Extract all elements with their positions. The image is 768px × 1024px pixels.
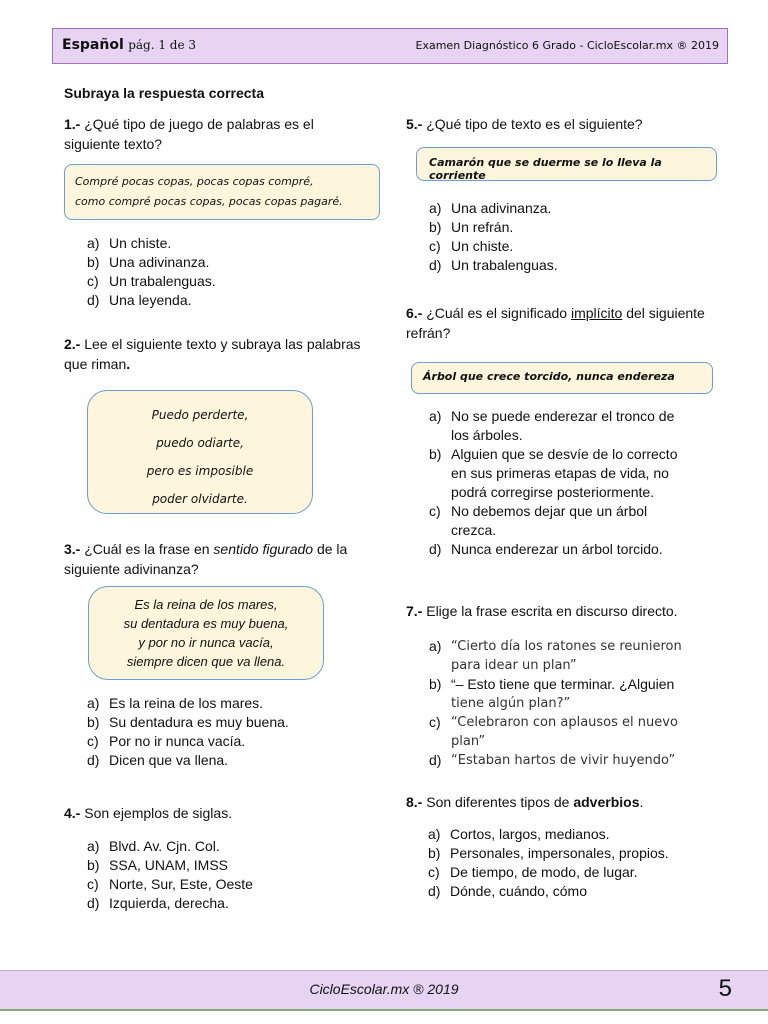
option-a[interactable]: a) No se puede enderezar el tronco de los árboles. — [429, 408, 675, 443]
question-7: 7.- Elige la frase escrita en discurso directo. — [406, 603, 678, 619]
q4-options — [87, 837, 367, 913]
option-b[interactable]: b) Personales, impersonales, propios. — [428, 845, 669, 861]
option-c[interactable]: c) No debemos dejar que un árbol crezca. — [429, 503, 648, 538]
q1-options — [87, 234, 367, 310]
question-4: 4.- Son ejemplos de siglas. — [64, 805, 233, 821]
option-d[interactable]: d) Nunca enderezar un árbol torcido. — [429, 541, 663, 557]
option-b[interactable]: b) Una adivinanza. — [87, 254, 210, 270]
q1-text-box: Compré pocas copas, pocas copas compré, como compré pocas copas, pocas copas pagaré. — [64, 164, 380, 220]
question-1: 1.- ¿Qué tipo de juego de palabras es el siguiente texto? — [64, 116, 314, 152]
option-a[interactable]: a) Es la reina de los mares. — [87, 695, 264, 711]
question-6: 6.- ¿Cuál es el significado implícito del siguiente refrán? — [406, 305, 705, 341]
option-a[interactable]: a) “Cierto día los ratones se reunieron para idear un plan” — [429, 638, 682, 673]
q6-proverb-box: Árbol que crece torcido, nunca endereza — [411, 362, 713, 394]
q5-proverb-box: Camarón que se duerme se lo lleva la corriente — [416, 147, 717, 181]
option-c[interactable]: c) Un trabalenguas. — [87, 273, 216, 289]
page-footer — [0, 970, 768, 1011]
option-c[interactable]: c) Un chiste. — [429, 238, 514, 254]
option-b[interactable]: b) “– Esto tiene que terminar. ¿Alguien tiene algún plan?” — [429, 676, 675, 711]
option-a[interactable]: a) Un chiste. — [87, 235, 172, 251]
option-a[interactable]: a) Cortos, largos, medianos. — [428, 826, 610, 842]
question-2: 2.- Lee el siguiente texto y subraya las palabras que riman. — [64, 336, 361, 372]
option-a[interactable]: a) Una adivinanza. — [429, 200, 552, 216]
subject-label: Español — [62, 37, 124, 53]
q8-options — [428, 825, 728, 901]
q2-poem-box: Puedo perderte, puedo odiarte, pero es imposible poder olvidarte. — [87, 390, 313, 514]
option-d[interactable]: d) Dónde, cuándo, cómo — [428, 883, 587, 899]
header-title: Examen Diagnóstico 6 Grado - CicloEscolar.mx ® 2019 — [415, 39, 719, 52]
option-c[interactable]: c) Norte, Sur, Este, Oeste — [87, 876, 253, 892]
option-d[interactable]: d) Una leyenda. — [87, 292, 192, 308]
option-d[interactable]: d) Dicen que va llena. — [87, 752, 229, 768]
q7-options — [429, 637, 729, 770]
option-c[interactable]: c) De tiempo, de modo, de lugar. — [428, 864, 638, 880]
q6-options — [429, 407, 729, 559]
question-3: 3.- ¿Cuál es la frase en sentido figurado de la siguiente adivinanza? — [64, 541, 348, 577]
question-8: 8.- Son diferentes tipos de adverbios. — [406, 794, 644, 810]
instruction: Subraya la respuesta correcta — [64, 85, 264, 101]
option-d[interactable]: d) “Estaban hartos de vivir huyendo” — [429, 752, 676, 768]
q5-options — [429, 199, 729, 275]
option-b[interactable]: b) Un refrán. — [429, 219, 514, 235]
option-d[interactable]: d) Un trabalenguas. — [429, 257, 558, 273]
page-indicator: pág. 1 de 3 — [128, 38, 197, 52]
option-b[interactable]: b) SSA, UNAM, IMSS — [87, 857, 229, 873]
header-subject — [62, 37, 196, 53]
page-header — [52, 28, 728, 64]
option-c[interactable]: c) “Celebraron con aplausos el nuevo plan” — [429, 714, 678, 749]
question-5: 5.- ¿Qué tipo de texto es el siguiente? — [406, 116, 643, 132]
footer-text: CicloEscolar.mx ® 2019 — [309, 981, 459, 997]
option-a[interactable]: a) Blvd. Av. Cjn. Col. — [87, 838, 220, 854]
option-c[interactable]: c) Por no ir nunca vacía. — [87, 733, 246, 749]
option-d[interactable]: d) Izquierda, derecha. — [87, 895, 229, 911]
q3-options — [87, 694, 367, 770]
page-number: 5 — [718, 975, 732, 1002]
option-b[interactable]: b) Su dentadura es muy buena. — [87, 714, 289, 730]
q3-riddle-box: Es la reina de los mares, su dentadura es muy buena, y por no ir nunca vacía, siempre dicen que va llena. — [88, 586, 324, 680]
option-b[interactable]: b) Alguien que se desvíe de lo correcto en sus primeras etapas de vida, no podrá corregirse posteriormente. — [429, 446, 678, 500]
